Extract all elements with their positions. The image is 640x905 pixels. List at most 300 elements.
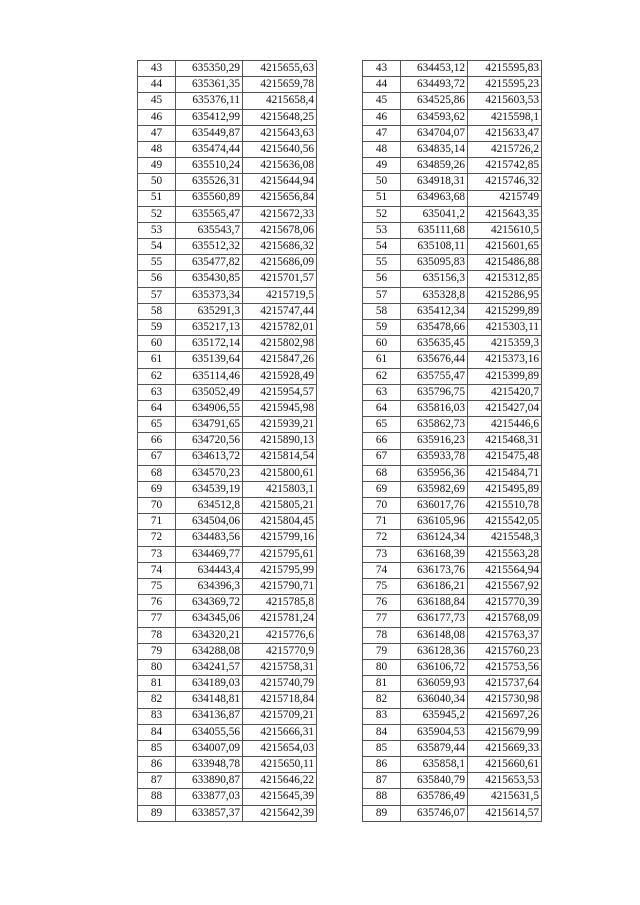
coordinate-y-cell: 4215804,45 <box>243 514 317 530</box>
point-number-cell: 53 <box>363 222 401 238</box>
coordinate-x-cell: 634570,23 <box>176 465 243 481</box>
coordinate-x-cell: 634504,06 <box>176 514 243 530</box>
coordinate-x-cell: 635816,03 <box>401 400 468 416</box>
point-number-cell: 83 <box>138 708 176 724</box>
coordinate-y-cell: 4215660,61 <box>468 757 542 773</box>
point-number-cell: 47 <box>363 125 401 141</box>
coordinate-y-cell: 4215776,6 <box>243 627 317 643</box>
point-number-cell: 77 <box>363 611 401 627</box>
point-number-cell: 86 <box>363 757 401 773</box>
coordinate-y-cell: 4215802,98 <box>243 336 317 352</box>
table-row <box>363 643 542 659</box>
coordinate-y-cell: 4215746,32 <box>468 174 542 190</box>
coordinate-x-cell: 634148,81 <box>176 692 243 708</box>
coordinate-x-cell: 634483,56 <box>176 530 243 546</box>
coordinate-x-cell: 635291,3 <box>176 303 243 319</box>
coordinate-y-cell: 4215770,39 <box>468 595 542 611</box>
coordinate-y-cell: 4215763,37 <box>468 627 542 643</box>
table-row <box>138 109 317 125</box>
coordinate-x-cell: 636040,34 <box>401 692 468 708</box>
table-row <box>363 465 542 481</box>
table-row <box>363 546 542 562</box>
table-row <box>138 287 317 303</box>
coordinate-x-cell: 635933,78 <box>401 449 468 465</box>
point-number-cell: 80 <box>363 659 401 675</box>
coordinate-x-cell: 635676,44 <box>401 352 468 368</box>
coordinate-x-cell: 635945,2 <box>401 708 468 724</box>
table-row <box>138 481 317 497</box>
coordinate-y-cell: 4215753,56 <box>468 659 542 675</box>
coordinate-y-cell: 4215701,57 <box>243 271 317 287</box>
coordinate-y-cell: 4215749 <box>468 190 542 206</box>
table-row <box>363 740 542 756</box>
table-row <box>363 773 542 789</box>
coordinate-y-cell: 4215614,57 <box>468 805 542 821</box>
coordinate-x-cell: 634189,03 <box>176 676 243 692</box>
point-number-cell: 89 <box>138 805 176 821</box>
point-number-cell: 54 <box>363 239 401 255</box>
coordinate-y-cell: 4215312,85 <box>468 271 542 287</box>
coordinate-y-cell: 4215640,56 <box>243 141 317 157</box>
point-number-cell: 54 <box>138 239 176 255</box>
table-row <box>363 141 542 157</box>
table-row <box>363 93 542 109</box>
point-number-cell: 57 <box>363 287 401 303</box>
point-number-cell: 45 <box>363 93 401 109</box>
coordinate-y-cell: 4215737,64 <box>468 676 542 692</box>
coordinate-y-cell: 4215672,33 <box>243 206 317 222</box>
point-number-cell: 84 <box>138 724 176 740</box>
point-number-cell: 55 <box>363 255 401 271</box>
coordinate-y-cell: 4215659,78 <box>243 77 317 93</box>
coordinate-y-cell: 4215890,13 <box>243 433 317 449</box>
table-row <box>138 303 317 319</box>
coordinates-table-right <box>362 60 542 822</box>
point-number-cell: 53 <box>138 222 176 238</box>
point-number-cell: 87 <box>363 773 401 789</box>
table-row <box>138 271 317 287</box>
table-row <box>363 562 542 578</box>
coordinate-x-cell: 635565,47 <box>176 206 243 222</box>
coordinate-y-cell: 4215656,84 <box>243 190 317 206</box>
coordinate-x-cell: 635041,2 <box>401 206 468 222</box>
coordinate-x-cell: 635114,46 <box>176 368 243 384</box>
coordinate-y-cell: 4215636,08 <box>243 158 317 174</box>
point-number-cell: 66 <box>138 433 176 449</box>
coordinate-x-cell: 634512,8 <box>176 498 243 514</box>
coordinate-x-cell: 635474,44 <box>176 141 243 157</box>
coordinate-y-cell: 4215730,98 <box>468 692 542 708</box>
point-number-cell: 82 <box>363 692 401 708</box>
table-row <box>138 498 317 514</box>
coordinate-x-cell: 634288,08 <box>176 643 243 659</box>
coordinate-y-cell: 4215805,21 <box>243 498 317 514</box>
table-row <box>138 61 317 77</box>
coordinate-x-cell: 634493,72 <box>401 77 468 93</box>
point-number-cell: 59 <box>138 320 176 336</box>
coordinate-y-cell: 4215642,39 <box>243 805 317 821</box>
coordinate-y-cell: 4215945,98 <box>243 400 317 416</box>
coordinate-x-cell: 634859,26 <box>401 158 468 174</box>
point-number-cell: 47 <box>138 125 176 141</box>
coordinate-x-cell: 634443,4 <box>176 562 243 578</box>
point-number-cell: 44 <box>363 77 401 93</box>
table-row <box>363 271 542 287</box>
point-number-cell: 45 <box>138 93 176 109</box>
coordinate-y-cell: 4215795,99 <box>243 562 317 578</box>
table-row <box>138 595 317 611</box>
coordinate-y-cell: 4215928,49 <box>243 368 317 384</box>
coordinate-y-cell: 4215427,04 <box>468 400 542 416</box>
coordinate-x-cell: 634906,55 <box>176 400 243 416</box>
point-number-cell: 64 <box>363 400 401 416</box>
coordinate-y-cell: 4215644,94 <box>243 174 317 190</box>
table-row <box>138 158 317 174</box>
point-number-cell: 74 <box>138 562 176 578</box>
coordinate-x-cell: 634791,65 <box>176 417 243 433</box>
table-row <box>138 222 317 238</box>
table-row <box>363 174 542 190</box>
table-row <box>138 336 317 352</box>
point-number-cell: 52 <box>138 206 176 222</box>
table-row <box>138 77 317 93</box>
point-number-cell: 46 <box>363 109 401 125</box>
coordinate-x-cell: 636105,96 <box>401 514 468 530</box>
coordinate-y-cell: 4215709,21 <box>243 708 317 724</box>
table-row <box>363 255 542 271</box>
table-row <box>138 190 317 206</box>
table-row <box>363 433 542 449</box>
point-number-cell: 74 <box>363 562 401 578</box>
table-row <box>138 174 317 190</box>
coordinate-x-cell: 635373,34 <box>176 287 243 303</box>
table-row <box>138 352 317 368</box>
coordinate-y-cell: 4215603,53 <box>468 93 542 109</box>
coordinate-x-cell: 635108,11 <box>401 239 468 255</box>
coordinates-table-left-body <box>138 61 317 822</box>
coordinate-x-cell: 634136,87 <box>176 708 243 724</box>
coordinate-y-cell: 4215650,11 <box>243 757 317 773</box>
point-number-cell: 43 <box>138 61 176 77</box>
point-number-cell: 81 <box>363 676 401 692</box>
point-number-cell: 78 <box>363 627 401 643</box>
coordinate-x-cell: 636177,73 <box>401 611 468 627</box>
coordinate-y-cell: 4215542,05 <box>468 514 542 530</box>
coordinate-y-cell: 4215666,31 <box>243 724 317 740</box>
coordinate-x-cell: 635412,34 <box>401 303 468 319</box>
point-number-cell: 80 <box>138 659 176 675</box>
coordinate-y-cell: 4215954,57 <box>243 384 317 400</box>
table-row <box>138 643 317 659</box>
coordinate-x-cell: 635526,31 <box>176 174 243 190</box>
coordinate-x-cell: 636148,08 <box>401 627 468 643</box>
coordinate-y-cell: 4215548,3 <box>468 530 542 546</box>
table-row <box>363 449 542 465</box>
coordinate-x-cell: 635904,53 <box>401 724 468 740</box>
point-number-cell: 48 <box>363 141 401 157</box>
coordinate-x-cell: 636128,36 <box>401 643 468 659</box>
coordinate-y-cell: 4215286,95 <box>468 287 542 303</box>
coordinate-y-cell: 4215768,09 <box>468 611 542 627</box>
point-number-cell: 70 <box>138 498 176 514</box>
table-row <box>363 692 542 708</box>
coordinate-y-cell: 4215686,09 <box>243 255 317 271</box>
point-number-cell: 76 <box>363 595 401 611</box>
table-row <box>138 514 317 530</box>
point-number-cell: 50 <box>363 174 401 190</box>
coordinate-x-cell: 635217,13 <box>176 320 243 336</box>
coordinate-y-cell: 4215679,99 <box>468 724 542 740</box>
point-number-cell: 55 <box>138 255 176 271</box>
coordinate-x-cell: 635328,8 <box>401 287 468 303</box>
coordinate-y-cell: 4215598,1 <box>468 109 542 125</box>
coordinate-x-cell: 634345,06 <box>176 611 243 627</box>
table-row <box>363 190 542 206</box>
coordinate-y-cell: 4215800,61 <box>243 465 317 481</box>
table-row <box>138 384 317 400</box>
coordinate-x-cell: 634539,19 <box>176 481 243 497</box>
coordinate-y-cell: 4215633,47 <box>468 125 542 141</box>
table-row <box>138 659 317 675</box>
point-number-cell: 46 <box>138 109 176 125</box>
table-row <box>138 239 317 255</box>
coordinate-x-cell: 635635,45 <box>401 336 468 352</box>
table-row <box>363 125 542 141</box>
table-row <box>138 789 317 805</box>
table-row <box>138 320 317 336</box>
coordinate-x-cell: 635430,85 <box>176 271 243 287</box>
coordinate-y-cell: 4215726,2 <box>468 141 542 157</box>
coordinate-y-cell: 4215653,53 <box>468 773 542 789</box>
coordinate-y-cell: 4215648,25 <box>243 109 317 125</box>
coordinate-x-cell: 636186,21 <box>401 579 468 595</box>
coordinate-y-cell: 4215510,78 <box>468 498 542 514</box>
table-row <box>363 481 542 497</box>
coordinate-y-cell: 4215373,16 <box>468 352 542 368</box>
table-row <box>138 141 317 157</box>
coordinate-y-cell: 4215595,23 <box>468 77 542 93</box>
point-number-cell: 69 <box>363 481 401 497</box>
table-row <box>138 206 317 222</box>
coordinate-x-cell: 635172,14 <box>176 336 243 352</box>
coordinate-x-cell: 634241,57 <box>176 659 243 675</box>
point-number-cell: 52 <box>363 206 401 222</box>
coordinate-y-cell: 4215567,92 <box>468 579 542 595</box>
coordinate-x-cell: 636106,72 <box>401 659 468 675</box>
point-number-cell: 51 <box>363 190 401 206</box>
table-row <box>363 498 542 514</box>
coordinate-x-cell: 635746,07 <box>401 805 468 821</box>
table-row <box>363 757 542 773</box>
coordinate-y-cell: 4215643,63 <box>243 125 317 141</box>
coordinate-x-cell: 635510,24 <box>176 158 243 174</box>
table-row <box>138 692 317 708</box>
point-number-cell: 75 <box>363 579 401 595</box>
table-row <box>363 595 542 611</box>
point-number-cell: 73 <box>363 546 401 562</box>
point-number-cell: 71 <box>363 514 401 530</box>
coordinate-x-cell: 634469,77 <box>176 546 243 562</box>
coordinate-x-cell: 635478,66 <box>401 320 468 336</box>
point-number-cell: 61 <box>138 352 176 368</box>
coordinate-y-cell: 4215760,23 <box>468 643 542 659</box>
coordinate-x-cell: 634453,12 <box>401 61 468 77</box>
point-number-cell: 57 <box>138 287 176 303</box>
coordinate-x-cell: 635350,29 <box>176 61 243 77</box>
coordinate-x-cell: 635916,23 <box>401 433 468 449</box>
coordinate-x-cell: 634835,14 <box>401 141 468 157</box>
coordinate-x-cell: 635477,82 <box>176 255 243 271</box>
coordinate-x-cell: 636124,34 <box>401 530 468 546</box>
coordinate-x-cell: 634055,56 <box>176 724 243 740</box>
point-number-cell: 44 <box>138 77 176 93</box>
coordinate-x-cell: 635543,7 <box>176 222 243 238</box>
coordinate-y-cell: 4215303,11 <box>468 320 542 336</box>
table-row <box>363 514 542 530</box>
table-row <box>363 206 542 222</box>
coordinate-y-cell: 4215785,8 <box>243 595 317 611</box>
table-row <box>363 611 542 627</box>
point-number-cell: 43 <box>363 61 401 77</box>
table-row <box>363 77 542 93</box>
coordinate-x-cell: 633857,37 <box>176 805 243 821</box>
table-row <box>363 320 542 336</box>
table-row <box>138 773 317 789</box>
table-row <box>138 125 317 141</box>
coordinate-y-cell: 4215758,31 <box>243 659 317 675</box>
coordinate-y-cell: 4215299,89 <box>468 303 542 319</box>
point-number-cell: 51 <box>138 190 176 206</box>
table-row <box>363 352 542 368</box>
point-number-cell: 84 <box>363 724 401 740</box>
coordinate-y-cell: 4215399,89 <box>468 368 542 384</box>
point-number-cell: 78 <box>138 627 176 643</box>
coordinate-x-cell: 635956,36 <box>401 465 468 481</box>
coordinate-x-cell: 635982,69 <box>401 481 468 497</box>
coordinate-y-cell: 4215697,26 <box>468 708 542 724</box>
point-number-cell: 63 <box>363 384 401 400</box>
coordinate-x-cell: 635512,32 <box>176 239 243 255</box>
coordinate-x-cell: 635095,83 <box>401 255 468 271</box>
coordinate-x-cell: 634007,09 <box>176 740 243 756</box>
point-number-cell: 58 <box>138 303 176 319</box>
table-row <box>363 724 542 740</box>
coordinate-y-cell: 4215814,54 <box>243 449 317 465</box>
point-number-cell: 89 <box>363 805 401 821</box>
point-number-cell: 79 <box>363 643 401 659</box>
coordinate-y-cell: 4215646,22 <box>243 773 317 789</box>
table-row <box>363 659 542 675</box>
table-row <box>363 708 542 724</box>
coordinate-y-cell: 4215770,9 <box>243 643 317 659</box>
point-number-cell: 48 <box>138 141 176 157</box>
point-number-cell: 70 <box>363 498 401 514</box>
coordinates-table-right-body <box>363 61 542 822</box>
coordinate-x-cell: 634918,31 <box>401 174 468 190</box>
table-row <box>363 417 542 433</box>
point-number-cell: 83 <box>363 708 401 724</box>
coordinate-y-cell: 4215631,5 <box>468 789 542 805</box>
table-row <box>138 676 317 692</box>
point-number-cell: 59 <box>363 320 401 336</box>
coordinate-y-cell: 4215654,03 <box>243 740 317 756</box>
coordinate-y-cell: 4215645,39 <box>243 789 317 805</box>
coordinate-y-cell: 4215939,21 <box>243 417 317 433</box>
coordinate-y-cell: 4215610,5 <box>468 222 542 238</box>
point-number-cell: 60 <box>363 336 401 352</box>
coordinate-y-cell: 4215790,71 <box>243 579 317 595</box>
coordinate-x-cell: 634593,62 <box>401 109 468 125</box>
coordinate-y-cell: 4215601,65 <box>468 239 542 255</box>
coordinate-y-cell: 4215420,7 <box>468 384 542 400</box>
table-row <box>363 239 542 255</box>
point-number-cell: 63 <box>138 384 176 400</box>
table-row <box>138 255 317 271</box>
point-number-cell: 64 <box>138 400 176 416</box>
table-row <box>138 627 317 643</box>
coordinate-x-cell: 635156,3 <box>401 271 468 287</box>
coordinate-y-cell: 4215669,33 <box>468 740 542 756</box>
point-number-cell: 88 <box>363 789 401 805</box>
coordinate-x-cell: 635361,35 <box>176 77 243 93</box>
coordinate-x-cell: 635796,75 <box>401 384 468 400</box>
point-number-cell: 68 <box>138 465 176 481</box>
coordinate-y-cell: 4215719,5 <box>243 287 317 303</box>
coordinate-x-cell: 635858,1 <box>401 757 468 773</box>
coordinate-x-cell: 636173,76 <box>401 562 468 578</box>
coordinate-x-cell: 636188,84 <box>401 595 468 611</box>
coordinate-y-cell: 4215782,01 <box>243 320 317 336</box>
coordinate-x-cell: 634320,21 <box>176 627 243 643</box>
table-row <box>138 724 317 740</box>
coordinate-y-cell: 4215595,83 <box>468 61 542 77</box>
coordinate-x-cell: 634396,3 <box>176 579 243 595</box>
coordinate-x-cell: 636168,39 <box>401 546 468 562</box>
table-row <box>363 579 542 595</box>
coordinate-x-cell: 636017,76 <box>401 498 468 514</box>
point-number-cell: 49 <box>138 158 176 174</box>
table-row <box>138 417 317 433</box>
table-row <box>138 611 317 627</box>
point-number-cell: 65 <box>138 417 176 433</box>
coordinate-y-cell: 4215475,48 <box>468 449 542 465</box>
point-number-cell: 73 <box>138 546 176 562</box>
point-number-cell: 67 <box>138 449 176 465</box>
table-row <box>363 336 542 352</box>
point-number-cell: 71 <box>138 514 176 530</box>
point-number-cell: 50 <box>138 174 176 190</box>
table-row <box>138 757 317 773</box>
table-row <box>138 368 317 384</box>
point-number-cell: 72 <box>363 530 401 546</box>
coordinate-x-cell: 634525,86 <box>401 93 468 109</box>
coordinate-y-cell: 4215359,3 <box>468 336 542 352</box>
point-number-cell: 58 <box>363 303 401 319</box>
table-row <box>363 287 542 303</box>
table-row <box>363 158 542 174</box>
point-number-cell: 67 <box>363 449 401 465</box>
coordinate-y-cell: 4215747,44 <box>243 303 317 319</box>
table-row <box>138 93 317 109</box>
point-number-cell: 86 <box>138 757 176 773</box>
coordinate-y-cell: 4215484,71 <box>468 465 542 481</box>
coordinate-y-cell: 4215658,4 <box>243 93 317 109</box>
point-number-cell: 60 <box>138 336 176 352</box>
coordinate-x-cell: 635412,99 <box>176 109 243 125</box>
coordinate-x-cell: 635879,44 <box>401 740 468 756</box>
table-row <box>138 465 317 481</box>
point-number-cell: 77 <box>138 611 176 627</box>
